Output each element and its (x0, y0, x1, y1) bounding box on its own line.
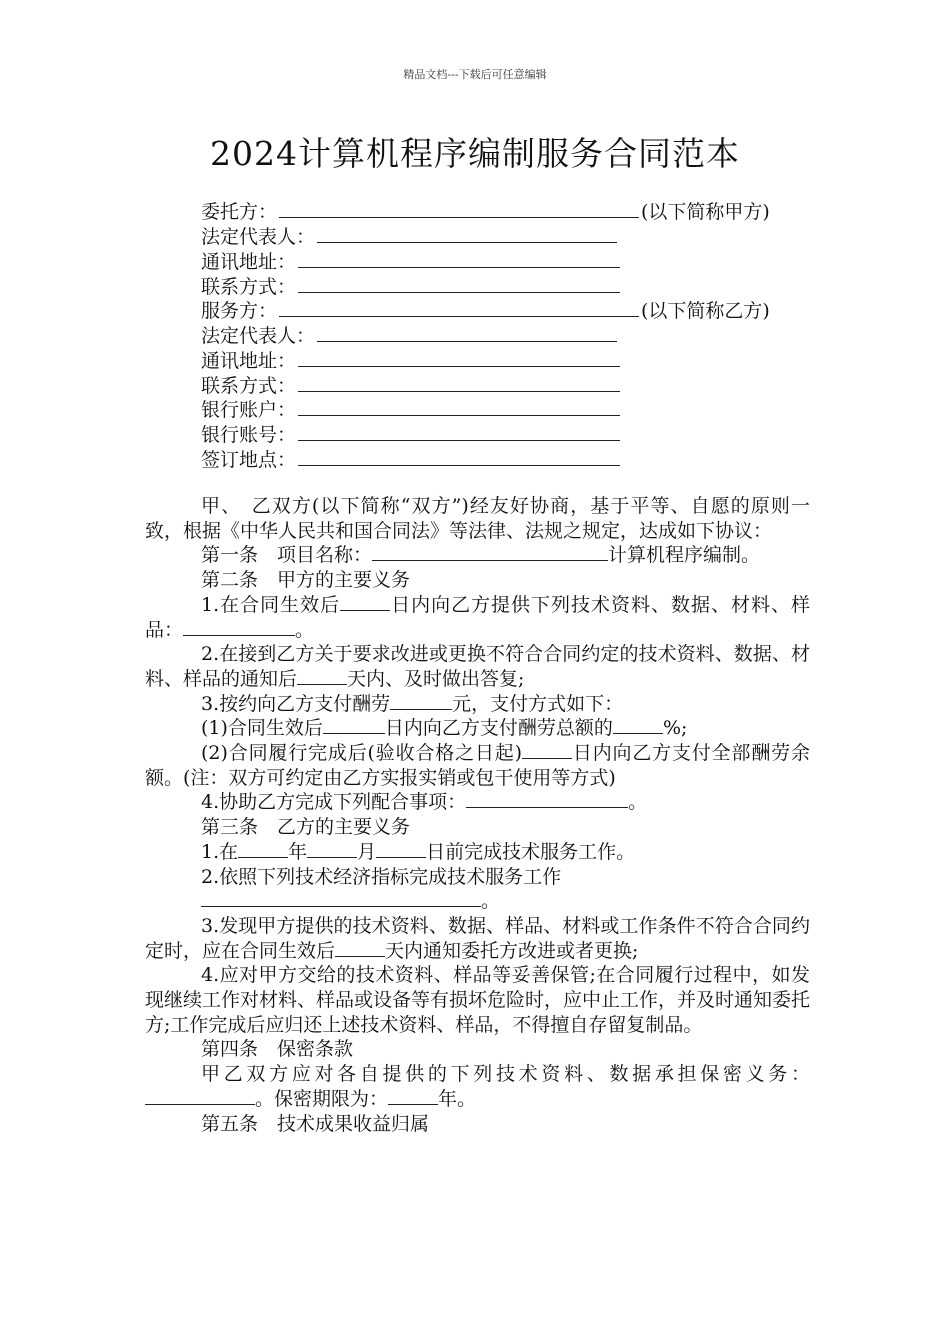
field-label: 服务方： (201, 300, 278, 322)
fill-blank[interactable] (340, 593, 390, 611)
text-span: 3.发现甲方提供的技术资料、数据、样品、材料或工作条件不符合合同约定时，应在合同生效后 (145, 914, 810, 962)
party-row-provider-address (201, 349, 620, 374)
field-label: 银行账户： (201, 399, 297, 421)
fill-blank[interactable] (298, 448, 620, 466)
fill-blank[interactable] (145, 1087, 255, 1105)
text-span: 日内向乙方支付全部酬劳余额。(注：双方可约定由乙方实报实销或包干使用等方式) (145, 742, 810, 789)
text-span: 甲乙双方应对各自提供的下列技术资料、数据承担保密义务： (201, 1063, 810, 1086)
party-row-client-contact (201, 275, 620, 300)
party-row-bank-account (201, 398, 620, 423)
party-row-provider-contact (201, 374, 620, 399)
fill-blank[interactable] (201, 889, 481, 907)
article-2-item-1 (145, 593, 810, 642)
field-label: 通讯地址： (201, 350, 297, 372)
party-row-signing-place (201, 448, 620, 473)
article-2-item-3-1 (145, 716, 810, 741)
contract-body (145, 494, 810, 1136)
fill-blank[interactable] (279, 299, 639, 317)
field-label: 银行账号： (201, 424, 297, 446)
fill-blank[interactable] (317, 225, 617, 243)
article-3-item-1 (145, 840, 810, 865)
fill-blank[interactable] (238, 840, 288, 858)
field-label: 委托方： (201, 201, 278, 223)
text-span: 日内向乙方支付酬劳总额的 (384, 717, 613, 740)
article-1-suffix: 计算机程序编制。 (608, 544, 761, 567)
fill-blank[interactable] (335, 939, 385, 957)
article-2-item-4 (145, 790, 810, 815)
article-2-item-3 (145, 692, 810, 717)
fill-blank[interactable] (388, 1087, 438, 1105)
field-label: 法定代表人： (201, 325, 316, 347)
fill-blank[interactable] (298, 374, 620, 392)
article-1-prefix: 第一条 项目名称： (201, 544, 373, 567)
article-4-title: 第四条 保密条款 (201, 1038, 354, 1061)
text-span: 。 (628, 791, 648, 814)
fill-blank[interactable] (298, 423, 620, 441)
text-span: 年。 (438, 1087, 477, 1110)
field-label: 联系方式： (201, 276, 297, 298)
party-row-provider (201, 299, 770, 324)
document-title: 2024计算机程序编制服务合同范本 (210, 134, 740, 173)
text-span: 2.在接到乙方关于要求改进或更换不符合合同约定的技术资料、数据、材料、样品的通知后 (145, 643, 810, 690)
party-row-client (201, 200, 770, 225)
text-span: 年 (288, 840, 308, 863)
fill-blank[interactable] (613, 716, 663, 734)
text-span: 1.在 (201, 840, 239, 863)
field-label: 法定代表人： (201, 226, 316, 248)
text-span: 日内向乙方提供下列技术资料、数据、材料、样品： (145, 593, 810, 641)
fill-blank[interactable] (522, 741, 572, 759)
field-label: 联系方式： (201, 375, 297, 397)
article-3-item-2 (145, 865, 810, 914)
fill-blank[interactable] (376, 840, 426, 858)
text-span: %; (662, 717, 688, 740)
text-span: 3.按约向乙方支付酬劳 (201, 692, 391, 715)
fill-blank[interactable] (466, 790, 628, 808)
text-span: 月 (357, 840, 377, 863)
fill-blank[interactable] (307, 840, 357, 858)
fill-blank[interactable] (279, 200, 639, 218)
fill-blank[interactable] (323, 716, 385, 734)
text-span: 4.协助乙方完成下列配合事项： (201, 791, 467, 814)
text-span: 日前完成技术服务工作。 (426, 840, 636, 863)
text-span: 1.在合同生效后 (201, 593, 341, 616)
preamble: 甲、 乙双方(以下简称“双方”)经友好协商，基于平等、自愿的原则一致，根据《中华人民共和国合同法》等法律、法规之规定，达成如下协议： (145, 495, 810, 542)
text-span: 。 (481, 890, 501, 913)
fill-blank[interactable] (317, 324, 617, 342)
text-span: (1)合同生效后 (201, 717, 323, 740)
fill-blank[interactable] (298, 275, 620, 293)
text-span: 。保密期限为： (255, 1087, 389, 1110)
article-2-title: 第二条 甲方的主要义务 (201, 569, 411, 592)
article-3-item-4: 4.应对甲方交给的技术资料、样品等妥善保管;在合同履行过程中，如发现继续工作对材料、样品或设备等有损坏危险时，应中止工作，并及时通知委托方;工作完成后应归还上述技术资料、样品，不得擅自存留复制品。 (145, 964, 811, 1036)
fill-blank[interactable] (297, 667, 347, 685)
article-2-item-3-2 (145, 741, 810, 790)
field-suffix: (以下简称甲方) (641, 201, 770, 223)
text-span: (2)合同履行完成后(验收合格之日起) (201, 742, 523, 765)
party-row-provider-rep (201, 324, 617, 349)
article-3-title: 第三条 乙方的主要义务 (201, 816, 411, 839)
fill-blank[interactable] (372, 543, 608, 561)
article-2-item-2 (145, 642, 810, 691)
text-span: 。 (295, 618, 315, 641)
article-5-title: 第五条 技术成果收益归属 (201, 1112, 430, 1135)
party-row-client-address (201, 250, 620, 275)
article-1 (145, 543, 810, 568)
text-span: 元，支付方式如下： (452, 692, 624, 715)
text-span: 2.依照下列技术经济指标完成技术服务工作 (201, 865, 562, 888)
header-note: 精品文档---下载后可任意编辑 (403, 68, 547, 81)
article-4-text (145, 1062, 810, 1111)
text-span: 天内通知委托方改进或者更换; (385, 939, 639, 962)
fill-blank[interactable] (183, 618, 295, 636)
fill-blank[interactable] (298, 349, 620, 367)
field-label: 签订地点： (201, 449, 297, 471)
text-span: 天内、及时做出答复; (347, 667, 525, 690)
party-row-bank-number (201, 423, 620, 448)
field-label: 通讯地址： (201, 251, 297, 273)
field-suffix: (以下简称乙方) (641, 300, 770, 322)
fill-blank[interactable] (298, 398, 620, 416)
article-3-item-3 (145, 914, 810, 963)
fill-blank[interactable] (298, 250, 620, 268)
party-row-client-rep (201, 225, 617, 250)
fill-blank[interactable] (390, 692, 452, 710)
